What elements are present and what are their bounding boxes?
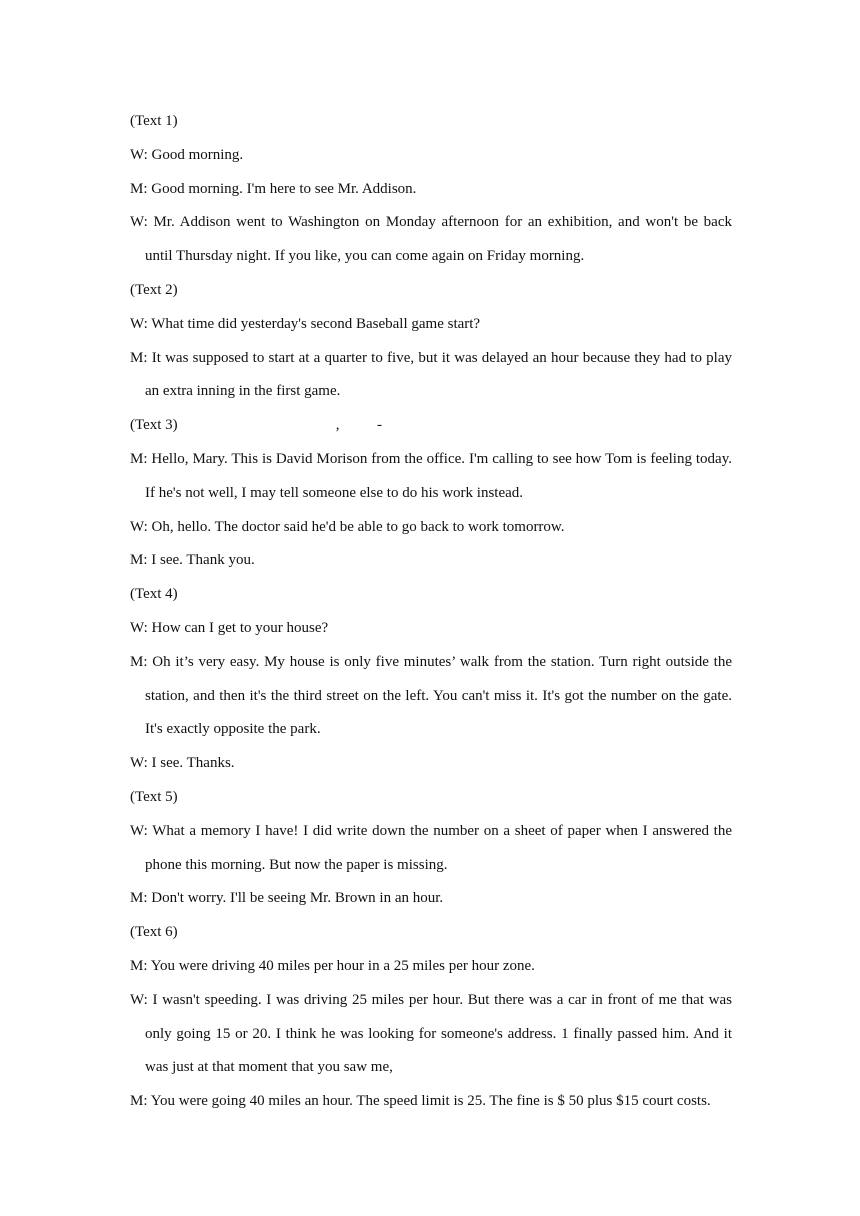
section-header: (Text 6) xyxy=(130,924,178,941)
dialogue-line: M: I see. Thank you. xyxy=(130,552,255,569)
dialogue-line: M: You were driving 40 miles per hour in a 25 miles per hour zone. xyxy=(130,957,535,974)
dialogue-line: W: How can I get to your house? xyxy=(130,619,329,636)
stray-punctuation: , - xyxy=(335,417,382,434)
section-header: (Text 5) xyxy=(130,788,178,805)
section-header: (Text 1) xyxy=(130,113,178,129)
dialogue-line: W: I see. Thanks. xyxy=(130,755,235,772)
transcript-body xyxy=(130,105,732,1119)
dialogue-line: M: Don't worry. I'll be seeing Mr. Brown in an hour. xyxy=(130,890,444,907)
dialogue-line: W: I wasn't speeding. I was driving 25 miles per hour. But there was a car in front of me that was only going 15 or 20. I think he was looking for someone's address. 1 finally passed him. And it was just at that moment that you saw me, xyxy=(130,991,732,1076)
dialogue-line: M: It was supposed to start at a quarter to five, but it was delayed an hour because they had to play an extra inning in the first game. xyxy=(130,349,732,400)
dialogue-line: W: Good morning. xyxy=(130,146,244,163)
section-header: (Text 2) xyxy=(130,281,178,298)
dialogue-line: W: Oh, hello. The doctor said he'd be able to go back to work tomorrow. xyxy=(130,518,565,535)
dialogue-line: M: Good morning. I'm here to see Mr. Addison. xyxy=(130,180,417,197)
dialogue-line: M: Oh it’s very easy. My house is only five minutes’ walk from the station. Turn right outside the station, and then it's the third street on the left. You can't miss it. It's got the number on the gate. It's exactly opposite the park. xyxy=(130,653,732,738)
section-header: (Text 4) xyxy=(130,586,178,603)
section-header: (Text 3) xyxy=(130,417,178,434)
dialogue-line: M: Hello, Mary. This is David Morison from the office. I'm calling to see how Tom is feeling today. If he's not well, I may tell someone else to do his work instead. xyxy=(130,450,732,501)
dialogue-line: W: What a memory I have! I did write down the number on a sheet of paper when I answered the phone this morning. But now the paper is missing. xyxy=(130,822,732,873)
dialogue-line: M: You were going 40 miles an hour. The speed limit is 25. The fine is $ 50 plus $15 court costs. xyxy=(130,1093,711,1110)
section-header-row xyxy=(130,409,732,443)
dialogue-line: W: What time did yesterday's second Baseball game start? xyxy=(130,315,481,332)
dialogue-line: W: Mr. Addison went to Washington on Monday afternoon for an exhibition, and won't be back until Thursday night. If you like, you can come again on Friday morning. xyxy=(130,214,732,265)
